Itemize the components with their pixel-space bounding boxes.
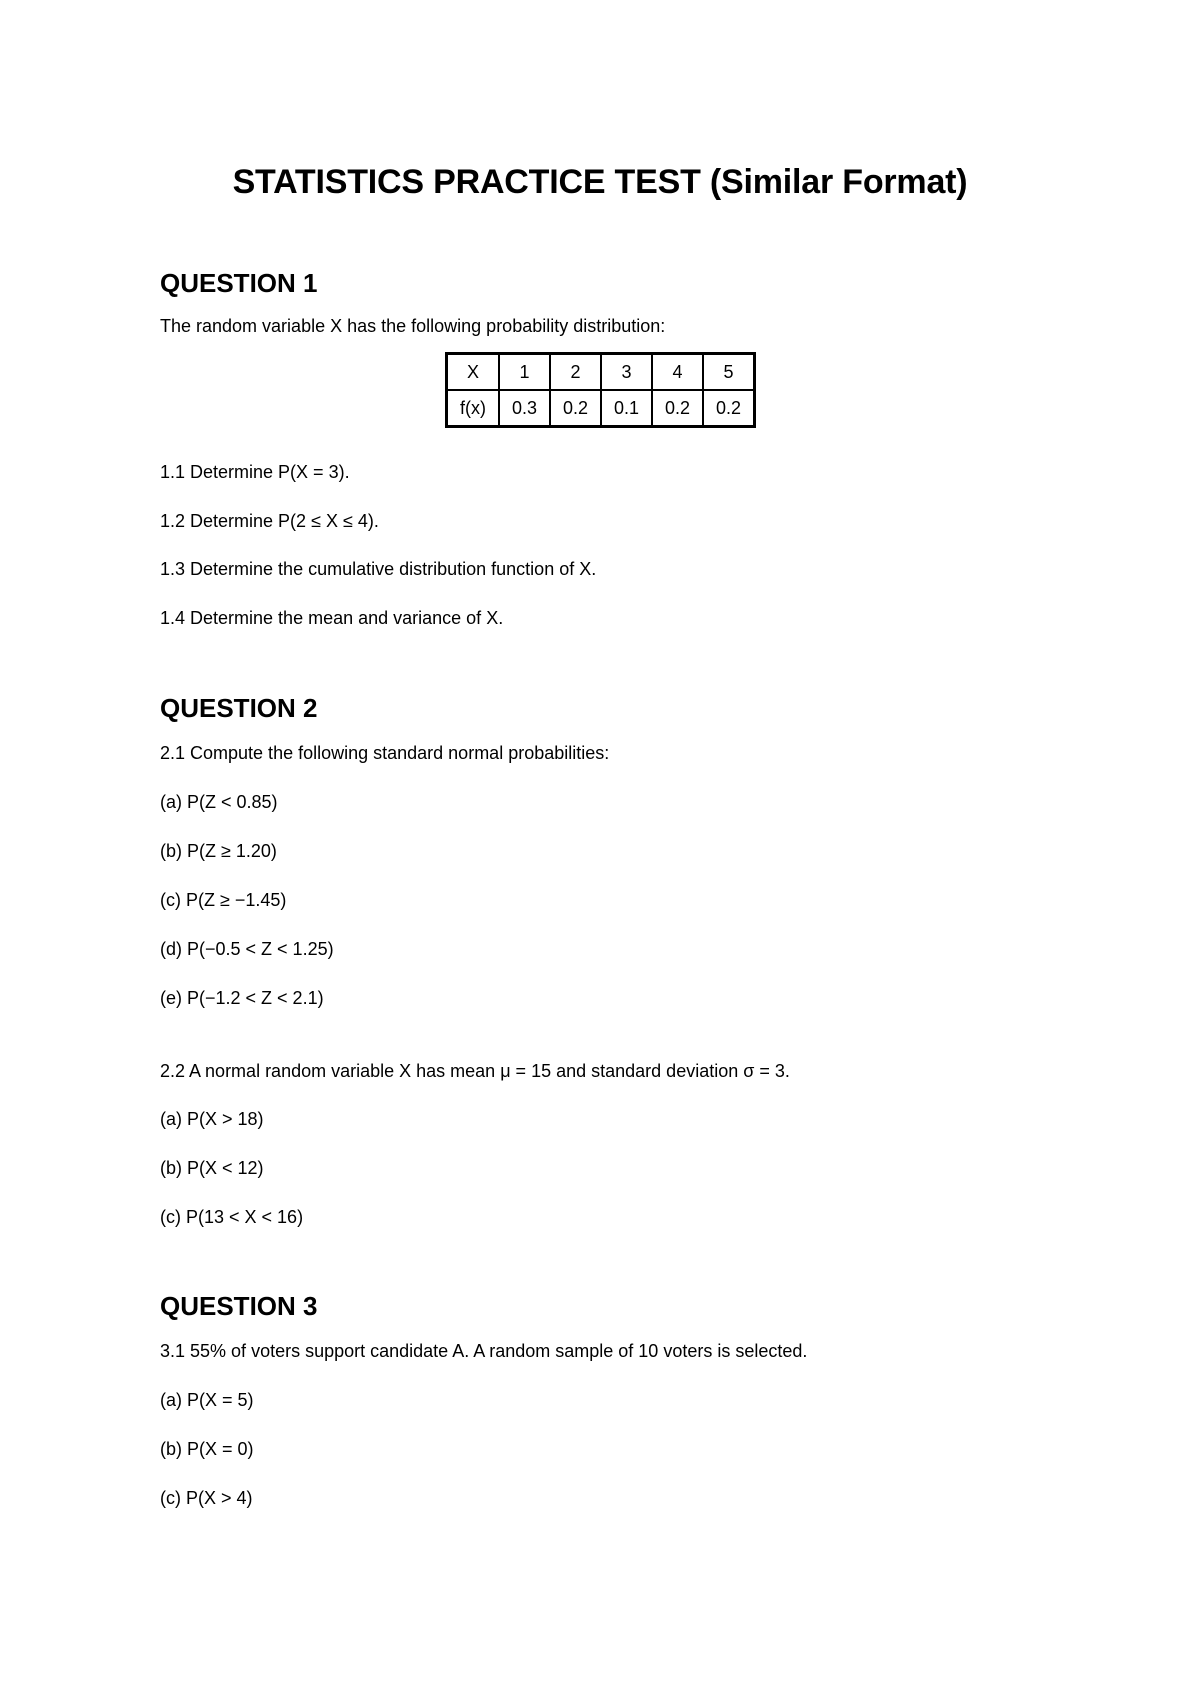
question-2-item: (d) P(−0.5 < Z < 1.25): [160, 939, 334, 959]
question-2-item: (c) P(13 < X < 16): [160, 1207, 304, 1227]
table-row-label-x: X: [447, 354, 500, 391]
question-3-item: (b) P(X = 0): [160, 1439, 254, 1459]
question-3-item: (a) P(X = 5): [160, 1390, 254, 1410]
question-3-part1-intro: 3.1 55% of voters support candidate A. A random sample of 10 voters is selected.: [160, 1341, 808, 1361]
question-2-item: (b) P(Z ≥ 1.20): [160, 841, 277, 861]
question-2-item: (a) P(X > 18): [160, 1109, 264, 1129]
table-cell: 4: [652, 354, 703, 391]
table-cell: 5: [703, 354, 755, 391]
question-1-item: 1.4 Determine the mean and variance of X.: [160, 608, 504, 628]
probability-distribution-table: [445, 352, 756, 428]
table-cell: 0.2: [703, 390, 755, 427]
table-cell: 1: [499, 354, 550, 391]
question-2-part1-intro: 2.1 Compute the following standard normal probabilities:: [160, 743, 610, 763]
question-1-heading: QUESTION 1: [160, 268, 318, 298]
table-cell: 3: [601, 354, 652, 391]
table-row-label-fx: f(x): [447, 390, 500, 427]
question-2-item: (a) P(Z < 0.85): [160, 792, 278, 812]
page-title: STATISTICS PRACTICE TEST (Similar Format): [232, 163, 968, 201]
table-row: [447, 390, 755, 427]
question-1-intro: The random variable X has the following probability distribution:: [160, 316, 666, 336]
table-cell: 2: [550, 354, 601, 391]
question-1-item: 1.1 Determine P(X = 3).: [160, 462, 350, 482]
question-2-part2-intro: 2.2 A normal random variable X has mean μ = 15 and standard deviation σ = 3.: [160, 1061, 790, 1081]
table-cell: 0.1: [601, 390, 652, 427]
question-2-item: (c) P(Z ≥ −1.45): [160, 890, 287, 910]
table-row: [447, 354, 755, 391]
question-3-heading: QUESTION 3: [160, 1291, 318, 1321]
question-2-item: (e) P(−1.2 < Z < 2.1): [160, 988, 324, 1008]
question-3-item: (c) P(X > 4): [160, 1488, 253, 1508]
table-cell: 0.2: [550, 390, 601, 427]
question-2-item: (b) P(X < 12): [160, 1158, 264, 1178]
table-cell: 0.3: [499, 390, 550, 427]
table-cell: 0.2: [652, 390, 703, 427]
question-1-item: 1.2 Determine P(2 ≤ X ≤ 4).: [160, 511, 379, 531]
question-1-item: 1.3 Determine the cumulative distribution function of X.: [160, 559, 597, 579]
question-2-heading: QUESTION 2: [160, 693, 318, 723]
